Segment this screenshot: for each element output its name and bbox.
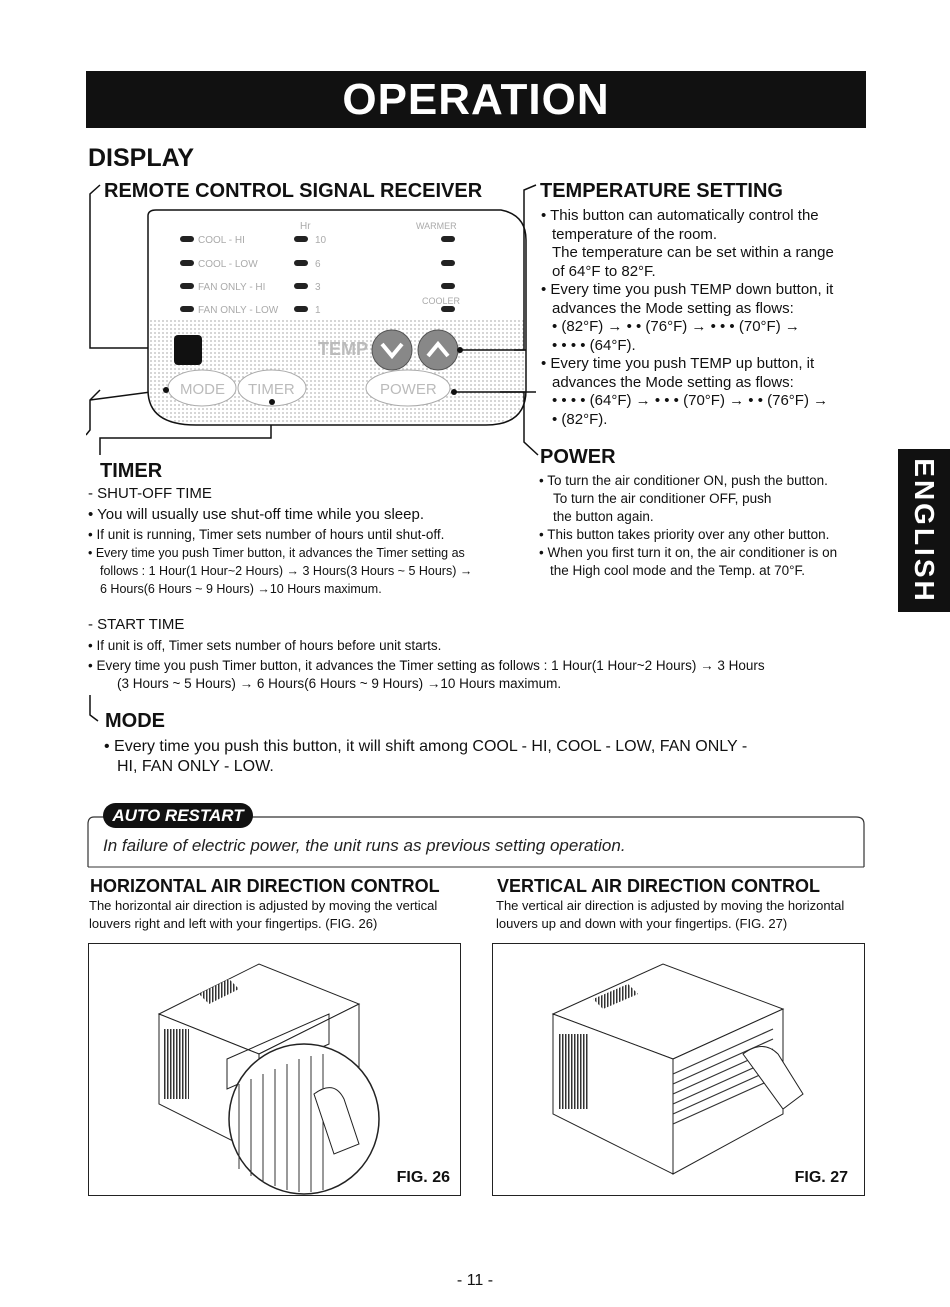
power-text: • To turn the air conditioner ON, push the button. To turn the air conditioner OFF, push the button again. • This button takes priority over any other button. • When you first turn it on, the air conditioner is on the High cool mode and the Temp. at 70°F. bbox=[539, 473, 838, 578]
right-leader-lines bbox=[500, 180, 540, 480]
language-tab-label: ENGLISH bbox=[909, 457, 940, 604]
auto-restart-label: AUTO RESTART bbox=[103, 803, 253, 828]
page-number: - 11 - bbox=[456, 1272, 494, 1289]
display-panel-diagram bbox=[86, 180, 536, 460]
mode-indicator-cool-low: COOL - LOW bbox=[198, 259, 258, 270]
warmer-label: WARMER bbox=[416, 221, 457, 231]
horizontal-text: The horizontal air direction is adjusted by moving the vertical louvers right and left with your fingertips. (FIG. 26) bbox=[89, 898, 438, 931]
signal-receiver bbox=[174, 335, 202, 365]
hour-3: 3 bbox=[315, 282, 321, 293]
language-tab bbox=[898, 449, 950, 612]
timer-start: - START TIME • If unit is off, Timer sets number of hours before unit starts. • Every time you push Timer button, it advances the Timer setting as follows : 1 Hour(1 Hour~2 Hours) → 3 Hours (3 Hours ~ 5 Hours) → 6 Hours(6 Hours ~ 9 Hours) →10 Hours maximum. bbox=[88, 616, 765, 691]
ac-unit-vertical-illustration bbox=[493, 944, 864, 1195]
temperature-title: TEMPERATURE SETTING bbox=[540, 180, 783, 202]
timer-shutoff: - SHUT-OFF TIME • You will usually use shut-off time while you sleep. • If unit is running, Timer sets number of hours until shut-off. • Every time you push Timer button, it advances the Timer setting as follows : 1 Hour(1 Hour~2 Hours) → 3 Hours(3 Hours ~ 5 Hours) → 6 Hours(6 Hours ~ 9 Hours) →10 Hours maximum. bbox=[88, 485, 473, 596]
figure-27-label: FIG. 27 bbox=[794, 1169, 848, 1186]
receiver-title: REMOTE CONTROL SIGNAL RECEIVER bbox=[104, 180, 483, 202]
power-button-label: POWER bbox=[380, 381, 437, 398]
hour-1: 1 bbox=[315, 305, 321, 316]
hour-10: 10 bbox=[315, 235, 327, 246]
cooler-label: COOLER bbox=[422, 296, 461, 306]
temp-label: TEMP bbox=[318, 339, 369, 359]
mode-indicator-fan-hi: FAN ONLY - HI bbox=[198, 282, 266, 293]
mode-text: • Every time you push this button, it will shift among COOL - HI, COOL - LOW, FAN ONLY - HI, FAN ONLY - LOW. bbox=[104, 738, 748, 775]
mode-title: MODE bbox=[105, 710, 165, 732]
mode-indicator-cool-hi: COOL - HI bbox=[198, 235, 245, 246]
mode-leader-line bbox=[86, 695, 106, 725]
figure-26 bbox=[88, 943, 461, 1196]
figure-26-label: FIG. 26 bbox=[396, 1169, 450, 1186]
display-title: DISPLAY bbox=[88, 144, 195, 172]
power-title: POWER bbox=[540, 446, 616, 468]
vertical-title: VERTICAL AIR DIRECTION CONTROL bbox=[497, 876, 820, 896]
horizontal-title: HORIZONTAL AIR DIRECTION CONTROL bbox=[90, 876, 440, 896]
vertical-text: The vertical air direction is adjusted by moving the horizontal louvers up and down with your fingertips. (FIG. 27) bbox=[496, 898, 845, 931]
timer-button-label: TIMER bbox=[248, 381, 295, 398]
hour-6: 6 bbox=[315, 259, 321, 270]
ac-unit-horizontal-illustration bbox=[89, 944, 460, 1195]
mode-button-label: MODE bbox=[180, 381, 225, 398]
figure-27 bbox=[492, 943, 865, 1196]
hours-label: Hr bbox=[300, 221, 311, 232]
temperature-text: • This button can automatically control the temperature of the room. The temperature can be set within a range of 64°F to 82°F. • Every time you push TEMP down button, it advances the Mode setting as flows: • (82°F) → • • (76°F) → • • • (70°F) → • • • • (64°F). • Every time you push TEMP up button, it advances the Mode setting as flows: • • • • (64°F) → • • • (70°F) → • • (76°F) → • (82°F). bbox=[541, 207, 834, 428]
page-header: OPERATION bbox=[86, 71, 866, 128]
mode-indicator-fan-low: FAN ONLY - LOW bbox=[198, 305, 279, 316]
auto-restart-text: In failure of electric power, the unit runs as previous setting operation. bbox=[103, 836, 626, 855]
timer-title: TIMER bbox=[100, 460, 163, 482]
